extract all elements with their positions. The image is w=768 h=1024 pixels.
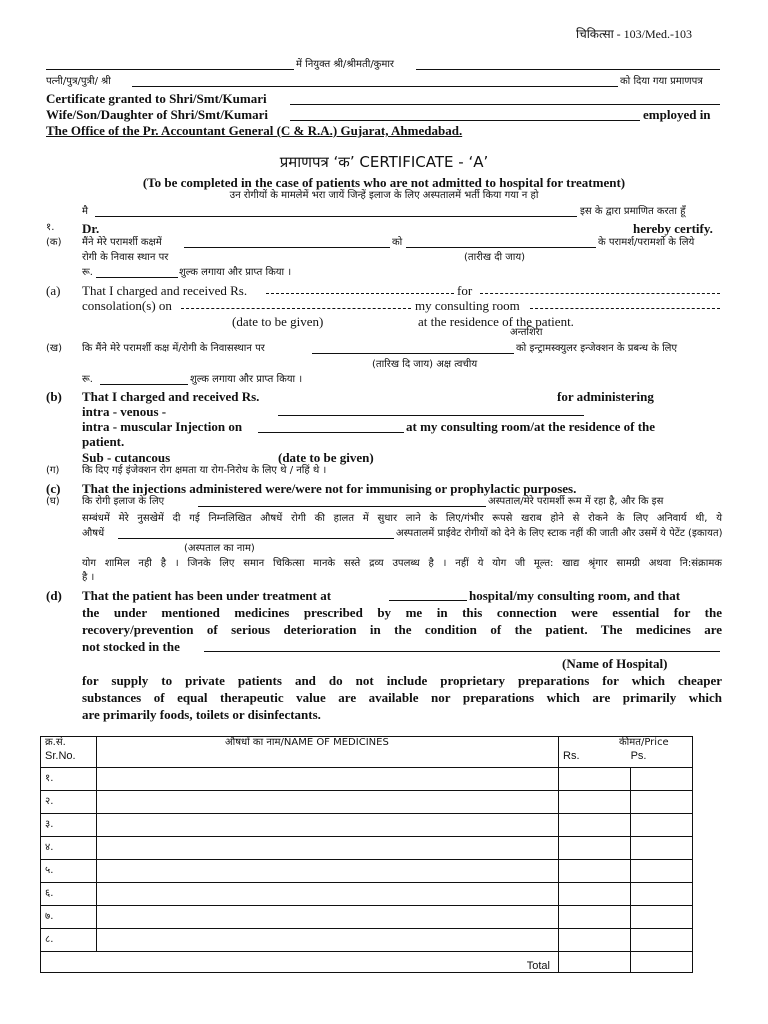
- paise-cell[interactable]: [631, 814, 693, 837]
- table-header-row: [41, 737, 693, 768]
- medicine-name-cell[interactable]: [97, 860, 559, 883]
- certificate-granted-field[interactable]: [290, 104, 720, 105]
- sr-no-cell: २.: [41, 791, 97, 814]
- clause-gha-note: (अस्पताल का नाम): [184, 543, 255, 554]
- total-row: [41, 952, 693, 973]
- clause-b-marker: (b): [46, 389, 62, 404]
- medicine-name-cell[interactable]: [97, 929, 559, 952]
- relation-label-hi: पत्नी/पुत्र/पुत्री/ श्री: [46, 76, 111, 87]
- clause-d-text: are primarily foods, toilets or disinfectants.: [82, 707, 321, 722]
- rupees-cell[interactable]: [559, 837, 631, 860]
- clause-gha-text: अस्पताल/मेरे परामर्शी रूम में रहा है, और कि इस: [488, 496, 664, 507]
- relation-name-field-hi[interactable]: [132, 86, 618, 87]
- clause-a-text: consolation(s) on: [82, 298, 172, 313]
- clause-ka-note: (तारीख दी जाय): [464, 252, 526, 263]
- rupees-cell[interactable]: [559, 883, 631, 906]
- relation-name-field[interactable]: [290, 120, 640, 121]
- blank-line[interactable]: [46, 69, 294, 70]
- table-row: [41, 860, 693, 883]
- certificate-subtitle-hi: उन रोगीयों के मामलेमें भरा जायें जिन्हें इलाज के लिए अस्पतालमें भर्ती किया गया न हो: [229, 190, 539, 201]
- table-row: [41, 814, 693, 837]
- paise-cell[interactable]: [631, 791, 693, 814]
- clause-b-text: for administering: [557, 389, 654, 404]
- certificate-title: प्रमाणपत्र ‘क’ CERTIFICATE - ‘A’: [279, 153, 489, 171]
- sr-no-cell: ५.: [41, 860, 97, 883]
- medicine-name-header-label: औषधों का नाम/NAME OF MEDICINES: [225, 737, 389, 748]
- clause-kha-field[interactable]: [312, 353, 514, 354]
- treatment-place-field[interactable]: [389, 600, 467, 601]
- medicine-name-cell[interactable]: [97, 814, 559, 837]
- rupees-cell[interactable]: [559, 929, 631, 952]
- total-rupees-cell[interactable]: [559, 952, 631, 973]
- medicine-name-cell[interactable]: [97, 837, 559, 860]
- clause-kha-marker: (ख): [46, 343, 62, 354]
- office-name: The Office of the Pr. Accountant General (C & R.A.) Gujarat, Ahmedabad.: [46, 123, 463, 138]
- certificate-given-hi: को दिया गया प्रमाणपत्र: [620, 76, 703, 87]
- rupees-header: Rs.: [563, 750, 580, 762]
- table-row: [41, 906, 693, 929]
- clause-b-text: That I charged and received Rs.: [82, 389, 260, 404]
- consultation-date-field[interactable]: [181, 308, 411, 309]
- hospital-name-field[interactable]: [204, 651, 720, 652]
- fee-amount-field[interactable]: [266, 293, 454, 294]
- clause-ga-marker: (ग): [46, 465, 60, 476]
- clause-gha-marker: (घ): [46, 496, 60, 507]
- certificate-subtitle-en: (To be completed in the case of patients who are not admitted to hospital for treatment): [142, 175, 626, 190]
- sr-no-cell: ८.: [41, 929, 97, 952]
- clause-b-note: (date to be given): [278, 450, 374, 465]
- sr-no-header-hi: क्र.सं.: [45, 737, 66, 748]
- clause-c-text: That the injections administered were/were not for immunising or prophylactic purposes.: [82, 481, 577, 496]
- paise-cell[interactable]: [631, 837, 693, 860]
- paise-cell[interactable]: [631, 768, 693, 791]
- clause-gha-text: योग शामिल नही है । जिनके लिए समान चिकित्सा मानके सस्ते द्रव्य उपलब्ध है । नहीं ये योग जी मूल्त: खाद्य श्रृंगार सामग्री अथवा नि:संक्रामक: [82, 558, 722, 569]
- total-spacer: [41, 952, 97, 973]
- intro-label-hi: मै: [82, 206, 88, 217]
- rupees-cell[interactable]: [559, 814, 631, 837]
- sr-no-header: [41, 737, 97, 768]
- rupees-cell[interactable]: [559, 860, 631, 883]
- injection-date-field[interactable]: [258, 432, 404, 433]
- clause-d-text: hospital/my consulting room, and that: [469, 588, 681, 603]
- clause-ka-text: मैंने मेरे परामर्शी कक्षमें: [82, 237, 162, 248]
- total-label: Total: [97, 952, 559, 973]
- clause-gha-text: कि रोगी इलाज के लिए: [82, 496, 165, 507]
- employee-name-field-hi[interactable]: [416, 69, 720, 70]
- clause-b-text: at my consulting room/at the residence of the: [406, 419, 656, 434]
- price-header-label: कीमत/Price: [619, 737, 669, 748]
- consulting-room-field[interactable]: [530, 308, 720, 309]
- clause-ka-marker: (क): [46, 237, 62, 248]
- table-row: [41, 791, 693, 814]
- price-header: [559, 737, 693, 768]
- certificate-granted-label: Certificate granted to Shri/Smt/Kumari: [46, 91, 267, 106]
- clause-kha-text: कि मैंने मेरे परामर्शी कक्ष में/रोगी के निवासस्थान पर: [82, 343, 265, 354]
- clause-kha-note: अन्तशिरा: [510, 327, 543, 338]
- sr-no-cell: ७.: [41, 906, 97, 929]
- clause-a-text: at the residence of the patient.: [418, 314, 574, 329]
- clause-ka-text: शुल्क लगाया और प्राप्त किया ।: [179, 267, 292, 278]
- clause-d-text: the under mentioned medicines prescribed by me in this connection were essential for the: [82, 605, 722, 620]
- paise-cell[interactable]: [631, 906, 693, 929]
- medicine-name-cell[interactable]: [97, 791, 559, 814]
- medicine-name-cell[interactable]: [97, 768, 559, 791]
- sr-no-header-en: Sr.No.: [45, 750, 76, 762]
- rupees-cell[interactable]: [559, 906, 631, 929]
- clause-ka-text: रू.: [82, 267, 93, 278]
- intro-certify-hi: इस के द्वारा प्रमाणित करता हूँ: [580, 206, 686, 217]
- table-row: [41, 768, 693, 791]
- clause-a-text: That I charged and received Rs.: [82, 283, 248, 298]
- clause-b-text: intra - venous -: [82, 404, 167, 419]
- table-row: [41, 929, 693, 952]
- clause-ga-text: कि दिए गई इंजेक्शन रोग क्षमता या रोग-निरोध के लिए थे / नहिं थे ।: [82, 465, 327, 476]
- clause-a-text: for: [457, 283, 473, 298]
- paise-cell[interactable]: [631, 929, 693, 952]
- hereby-certify: hereby certify.: [633, 221, 713, 236]
- clause-d-text: for supply to private patients and do not include proprietary preparations for which cheaper: [82, 673, 722, 688]
- table-row: [41, 837, 693, 860]
- paise-cell[interactable]: [631, 883, 693, 906]
- clause-b-text: patient.: [82, 434, 125, 449]
- hospital-name-field-hi[interactable]: [198, 506, 486, 507]
- medicines-table: [40, 736, 693, 973]
- clause-ka-text: के परामर्श/परामर्शो के लिये: [598, 237, 695, 248]
- employed-in-label: employed in: [643, 107, 711, 122]
- sr-no-cell: ३.: [41, 814, 97, 837]
- clause-gha-text: है ।: [82, 572, 95, 583]
- medicine-name-cell[interactable]: [97, 906, 559, 929]
- clause-d-note: (Name of Hospital): [562, 656, 668, 671]
- clause-ka-field[interactable]: [184, 247, 390, 248]
- doctor-name-field-hi[interactable]: [95, 216, 577, 217]
- appointed-label-hi: में नियुक्त श्री/श्रीमती/कुमार: [296, 59, 395, 70]
- medicine-name-header: [97, 737, 559, 768]
- clause-kha-text: रू.: [82, 374, 93, 385]
- clause-kha-note: (तारिख दि जाय) अक्ष त्वचीय: [372, 359, 478, 370]
- clause-c-marker: (c): [46, 481, 61, 496]
- form-code: चिकित्सा - 103/Med.-103: [575, 27, 692, 41]
- clause-d-text: substances of equal therapeutic value are available nor preparations which are primarily which: [82, 690, 722, 705]
- clause-ka-field[interactable]: [406, 247, 596, 248]
- clause-d-text: not stocked in the: [82, 639, 180, 654]
- price-subheaders: [563, 749, 688, 763]
- paise-header: Ps.: [630, 750, 647, 762]
- clause-gha-text: सम्बंधमें मेरे नुसखेमें दी गई निम्नलिखित औषधें रोगी की हालत में सुधार लाने के लिए/गंभीर रूपसे खराब होने से रोकने के लिए अनिवार्य थी, ये: [82, 513, 722, 524]
- relation-label: Wife/Son/Daughter of Shri/Smt/Kumari: [46, 107, 268, 122]
- rupees-cell[interactable]: [559, 791, 631, 814]
- clause-ka-text: को: [392, 237, 403, 248]
- table-row: [41, 883, 693, 906]
- rupees-cell[interactable]: [559, 768, 631, 791]
- medicine-name-cell[interactable]: [97, 883, 559, 906]
- clause-a-marker: (a): [46, 283, 61, 298]
- paise-cell[interactable]: [631, 860, 693, 883]
- clause-kha-text: को इन्ट्रामस्क्युलर इन्जेक्शन के प्रबन्ध के लिए: [516, 343, 677, 354]
- sr-no-cell: १.: [41, 768, 97, 791]
- fee-amount-field[interactable]: [100, 384, 188, 385]
- clause-d-text: That the patient has been under treatment at: [82, 588, 332, 603]
- clause-a-note: (date to be given): [232, 314, 324, 329]
- clause-b-text: intra - muscular Injection on: [82, 419, 243, 434]
- item-number: १.: [46, 222, 55, 233]
- sr-no-cell: ६.: [41, 883, 97, 906]
- clause-d-text: recovery/prevention of serious deterioration in the condition of the patient. The medicines are: [82, 622, 722, 637]
- consultation-count-field[interactable]: [480, 293, 720, 294]
- clause-kha-text: शुल्क लगाया और प्राप्त किया ।: [190, 374, 303, 385]
- total-paise-cell[interactable]: [631, 952, 693, 973]
- fee-amount-field[interactable]: [96, 277, 178, 278]
- hospital-name-field-hi[interactable]: [118, 538, 394, 539]
- clause-b-text: Sub - cutancous: [82, 450, 171, 465]
- clause-gha-text: औषधें: [82, 528, 105, 539]
- clause-ka-text: रोगी के निवास स्थान पर: [82, 252, 169, 263]
- doctor-label: Dr.: [82, 221, 100, 236]
- clause-d-marker: (d): [46, 588, 62, 603]
- sr-no-cell: ४.: [41, 837, 97, 860]
- clause-a-text: my consulting room: [415, 298, 520, 313]
- fee-amount-field[interactable]: [278, 415, 584, 416]
- clause-gha-text: अस्पतालमें प्राईवेट रोगीयों को देने के लिए स्टाक नहीं की जाती और उसमें ये पेटेंट (इकायत): [396, 528, 723, 539]
